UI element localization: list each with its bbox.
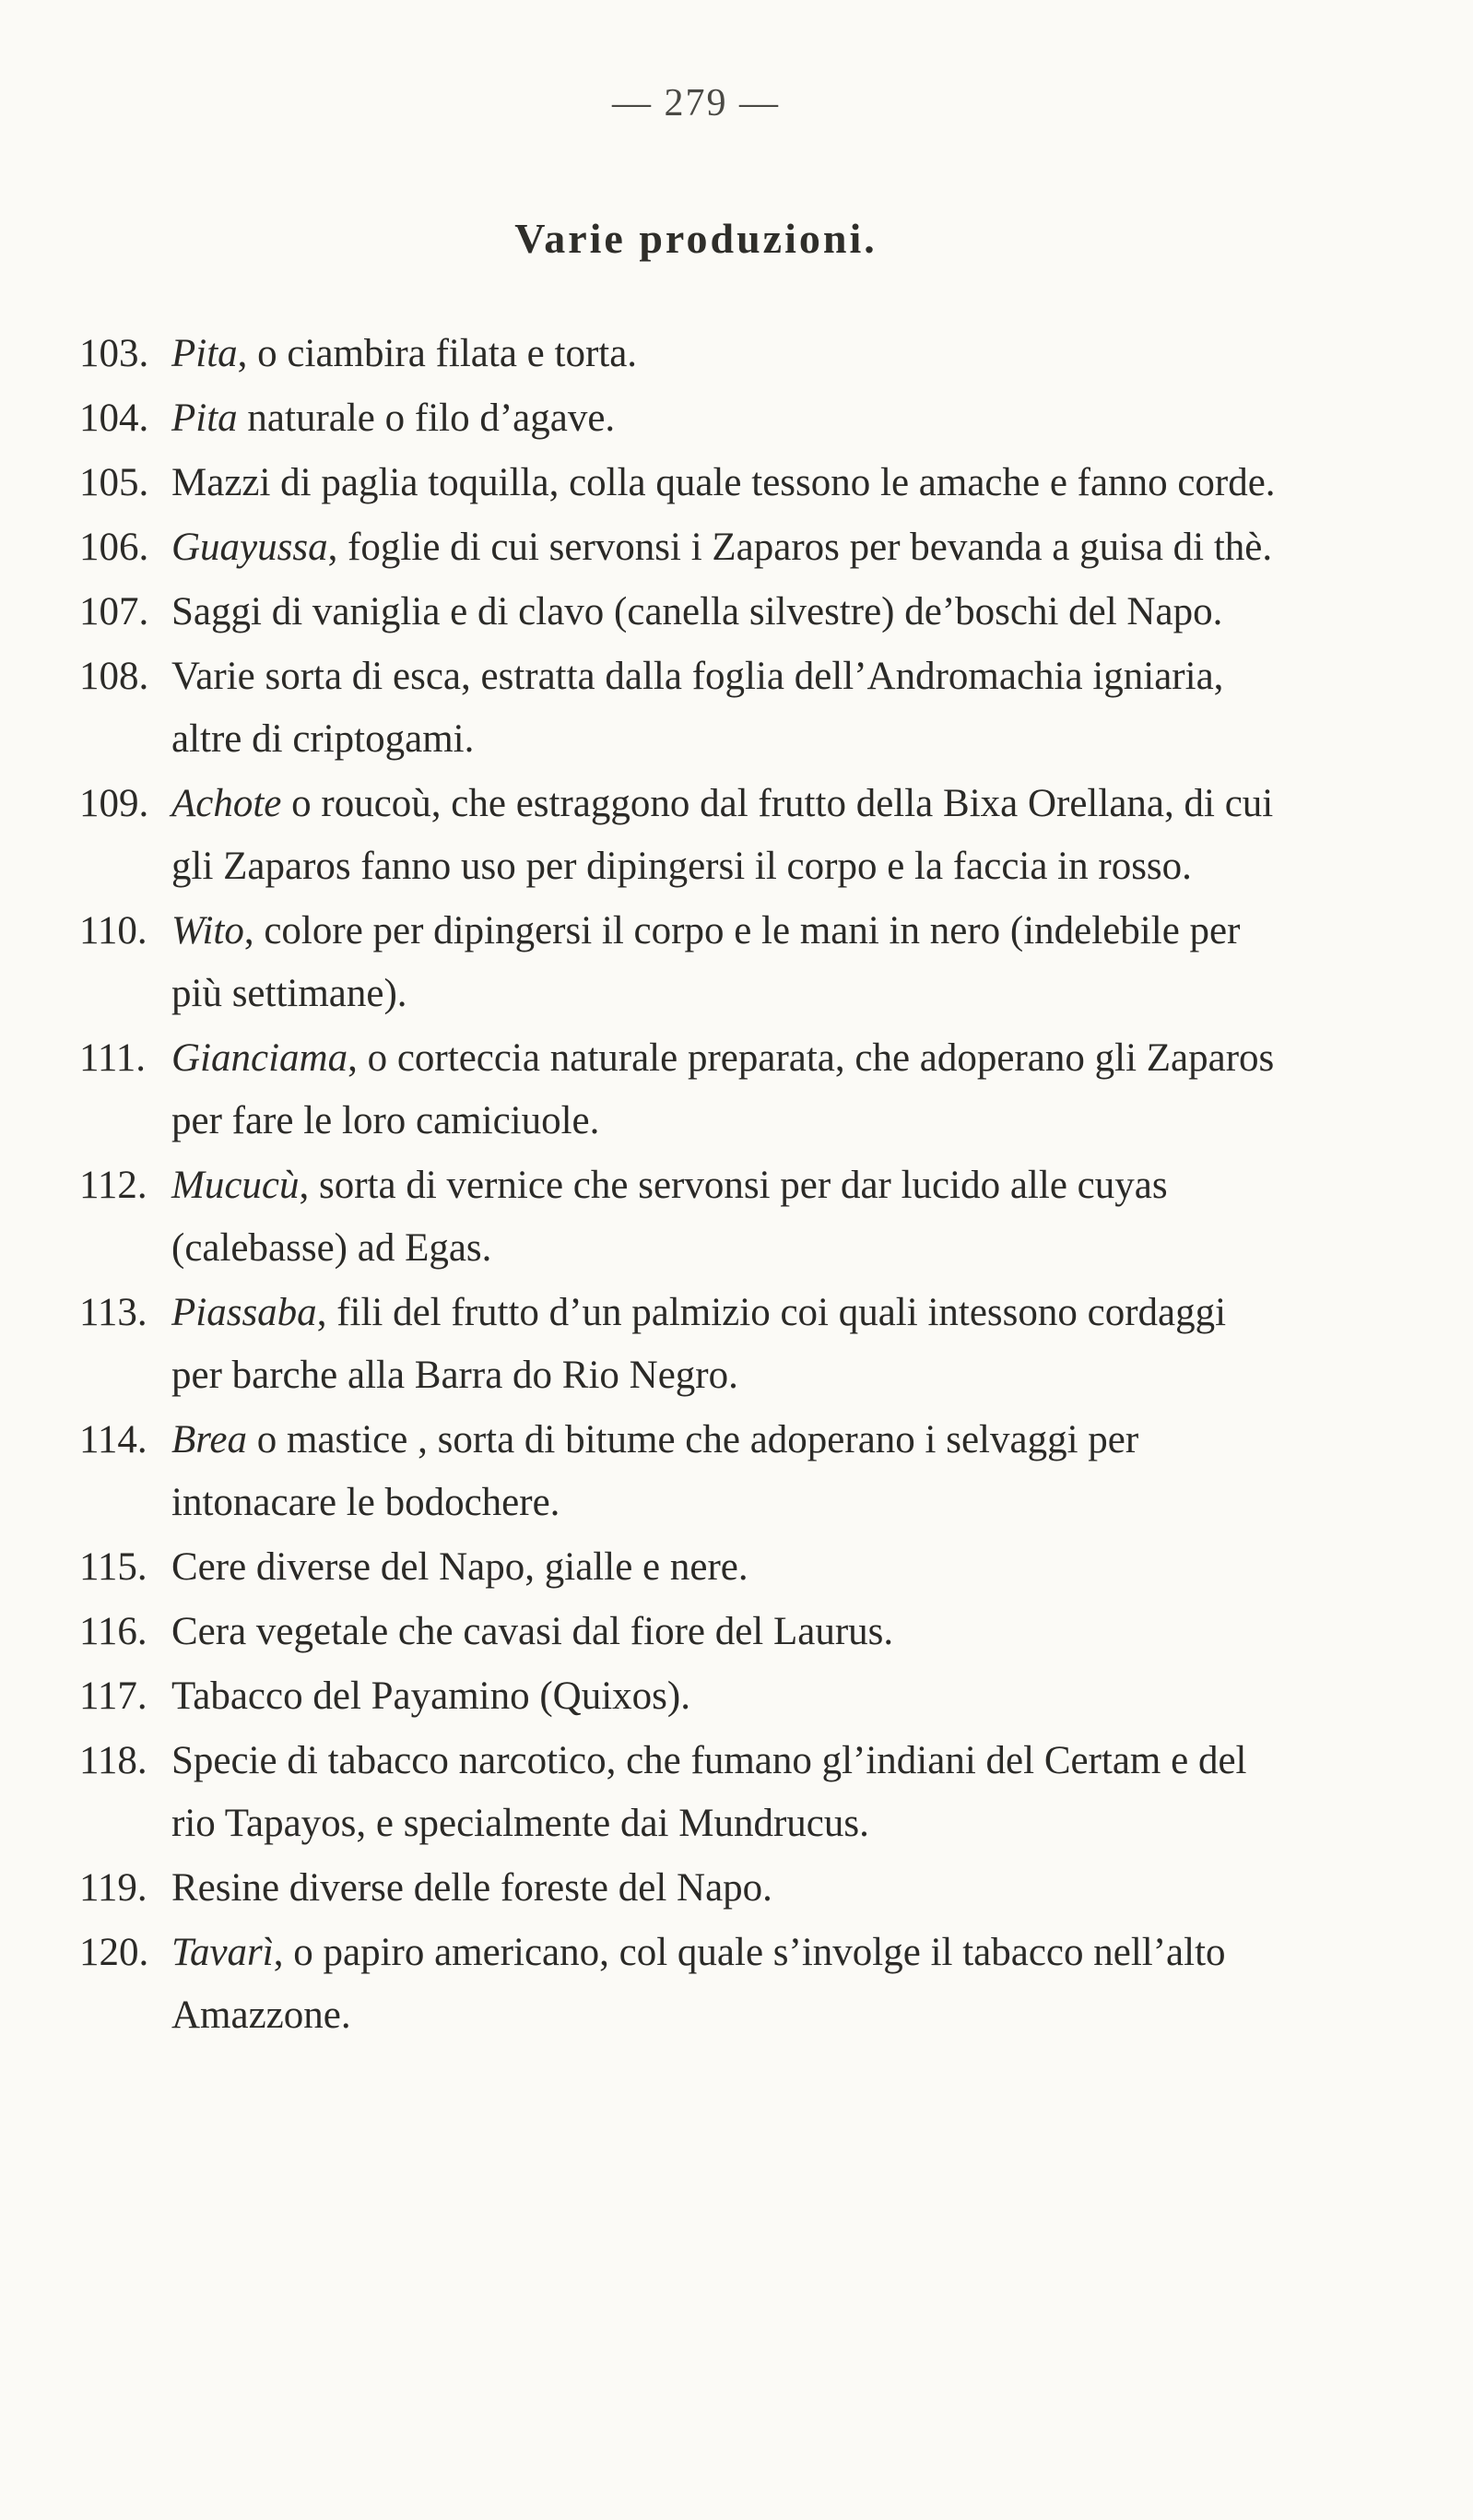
entry-number: 112. <box>79 1164 147 1207</box>
entry-number: 110. <box>79 909 147 952</box>
list-item <box>79 1282 1278 1407</box>
list-item <box>79 1154 1278 1280</box>
list-item <box>79 645 1278 771</box>
entry-term: Tavarì <box>171 1931 274 1974</box>
list-item <box>79 452 1278 515</box>
entry-number: 106. <box>79 526 149 569</box>
entry-number: 120. <box>79 1931 149 1974</box>
entry-text: o mastice , sorta di bitume che adoperano i selvaggi per intonacare le bodochere. <box>171 1418 1139 1524</box>
entry-text: , o papiro americano, col quale s’involge il tabacco nell’alto Amazzone. <box>171 1931 1226 2037</box>
entry-text: naturale o filo d’agave. <box>237 396 616 440</box>
list-item <box>79 1665 1278 1728</box>
entry-number: 117. <box>79 1674 147 1718</box>
entry-number: 108. <box>79 655 149 698</box>
entry-term: Achote <box>171 782 282 825</box>
entry-number: 119. <box>79 1866 147 1910</box>
list-item <box>79 1027 1278 1153</box>
list-item <box>79 581 1278 644</box>
list-item <box>79 1922 1278 2047</box>
entry-number: 111. <box>79 1036 147 1080</box>
list-item <box>79 1536 1278 1599</box>
entry-number: 105. <box>79 461 149 504</box>
entry-text: Specie di tabacco narcotico, che fumano gl’indiani del Certam e del rio Tapayos, e specialmente dai Mundrucus. <box>171 1739 1247 1845</box>
entry-term: Pita <box>171 396 238 440</box>
entry-term: Wito <box>171 909 244 952</box>
page-number: — 279 — <box>612 82 780 124</box>
entry-text: Tabacco del Payamino (Quixos). <box>171 1674 690 1718</box>
entry-term: Mucucù <box>171 1164 300 1207</box>
entry-text: o roucoù, che estraggono dal frutto della Bixa Orellana, di cui gli Zaparos fanno uso per dipingersi il corpo e la faccia in rosso. <box>171 782 1274 888</box>
entry-list <box>79 323 1278 2049</box>
entry-number: 109. <box>79 782 149 825</box>
entry-term: Pita <box>171 332 238 375</box>
list-item <box>79 516 1278 579</box>
entry-number: 118. <box>79 1739 147 1782</box>
list-item <box>79 323 1278 385</box>
list-item <box>79 1857 1278 1920</box>
entry-term: Gianciama <box>171 1036 348 1080</box>
entry-text: Varie sorta di esca, estratta dalla foglia dell’Andromachia igniaria, altre di criptogami. <box>171 655 1224 761</box>
entry-number: 116. <box>79 1610 147 1653</box>
section-title: Varie produzioni. <box>514 215 878 262</box>
entry-text: Resine diverse delle foreste del Napo. <box>171 1866 772 1910</box>
entry-text: , colore per dipingersi il corpo e le mani in nero (indelebile per più settimane). <box>171 909 1241 1015</box>
entry-text: Cera vegetale che cavasi dal fiore del Laurus. <box>171 1610 894 1653</box>
entry-text: , sorta di vernice che servonsi per dar lucido alle cuyas (calebasse) ad Egas. <box>171 1164 1168 1270</box>
entry-text: , o corteccia naturale preparata, che adoperano gli Zaparos per fare le loro camiciuole. <box>171 1036 1275 1142</box>
list-item <box>79 773 1278 898</box>
entry-text: Saggi di vaniglia e di clavo (canella silvestre) de’boschi del Napo. <box>171 590 1223 633</box>
entry-text: , fili del frutto d’un palmizio coi quali intessono cordaggi per barche alla Barra do Rio Negro. <box>171 1291 1227 1397</box>
entry-number: 107. <box>79 590 149 633</box>
entry-term: Brea <box>171 1418 247 1461</box>
entry-text: , foglie di cui servonsi i Zaparos per bevanda a guisa di thè. <box>327 526 1273 569</box>
list-item <box>79 900 1278 1025</box>
entry-number: 113. <box>79 1291 147 1334</box>
entry-number: 104. <box>79 396 149 440</box>
entry-number: 114. <box>79 1418 147 1461</box>
entry-number: 115. <box>79 1545 147 1589</box>
list-item <box>79 1601 1278 1663</box>
list-item <box>79 1730 1278 1855</box>
entry-text: Cere diverse del Napo, gialle e nere. <box>171 1545 748 1589</box>
entry-text: , o ciambira filata e torta. <box>237 332 638 375</box>
list-item <box>79 1409 1278 1534</box>
entry-term: Piassaba <box>171 1291 317 1334</box>
list-item <box>79 387 1278 450</box>
entry-number: 103. <box>79 332 149 375</box>
entry-term: Guayussa <box>171 526 328 569</box>
entry-text: Mazzi di paglia toquilla, colla quale tessono le amache e fanno corde. <box>171 461 1276 504</box>
